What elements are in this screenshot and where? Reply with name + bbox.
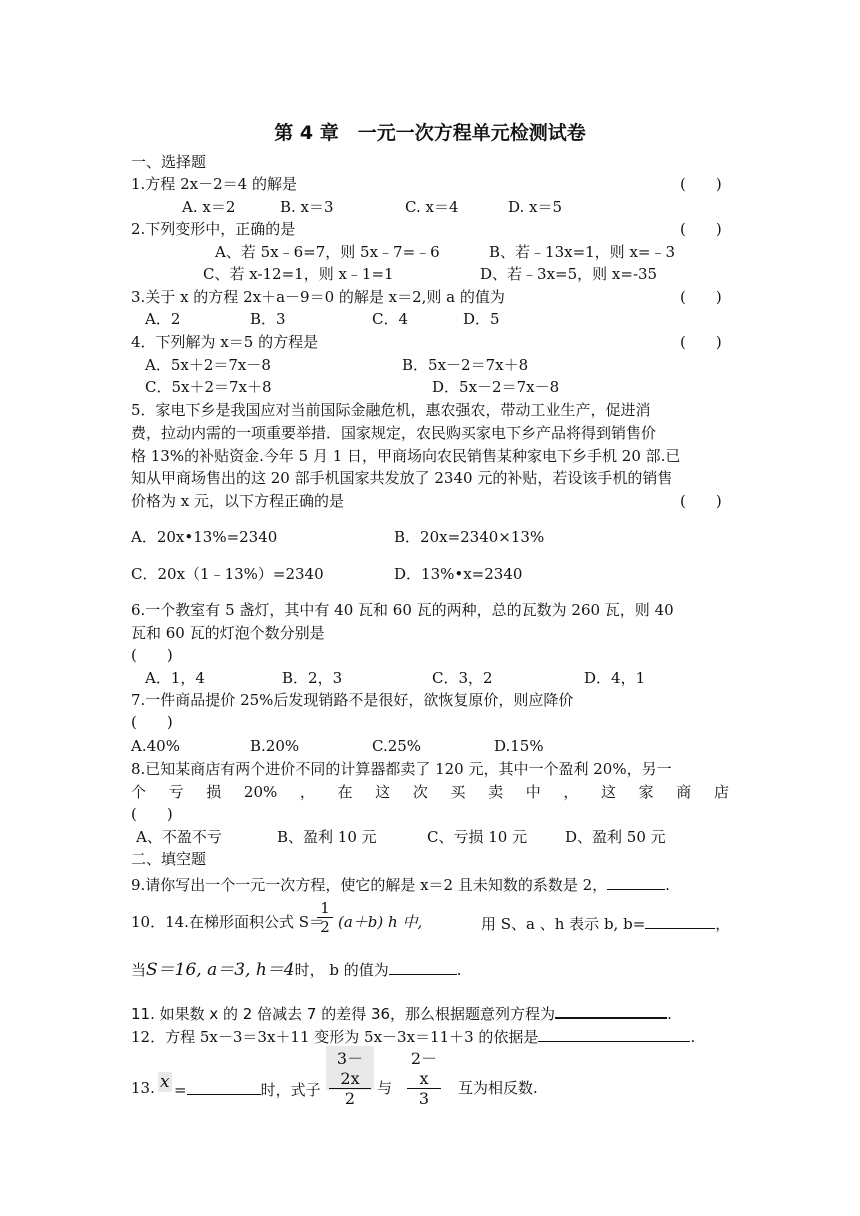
q7-option-c: C.25% [372,737,422,755]
question-1-stem: 1.方程 2x－2＝4 的解是 [131,175,297,193]
answer-paren-6[interactable]: ( ) [131,646,173,664]
q8-word: 家 [638,783,654,801]
question-6-line-1: 6.一个教室有 5 盏灯，其中有 40 瓦和 60 瓦的两种，总的瓦数为 260 瓦，则 40 [131,601,674,619]
q8-word: 店 [713,783,729,801]
q6-option-d: D．4，1 [584,669,646,687]
q8-word: 损 [206,783,222,801]
question-5-line-1: 5．家电下乡是我国应对当前国际金融危机，惠农强农，带动工业生产，促进消 [131,401,651,419]
question-13-prefix: 13. [131,1079,155,1097]
q2-option-c: C、若 x-12=1，则 x﹣1=1 [203,265,394,283]
answer-blank-11[interactable] [555,1001,667,1019]
section-heading-fill: 二、填空题 [131,850,207,868]
question-10-rest-text: 用 S、a 、h 表示 b, b= [481,915,646,933]
q8-word: 中 [525,783,541,801]
fraction-one-half [317,899,333,936]
q8-word: ， [563,783,579,801]
q8-word: 亏 [168,783,184,801]
question-10-line-2 [131,958,462,980]
question-5-line-4: 知从甲商场售出的这 20 部手机国家共发放了 2340 元的补贴，若设该手机的销售 [131,469,673,487]
q13-mid-text: 时，式子 [260,1081,321,1099]
question-12 [131,1025,695,1047]
question-4-stem: 4．下列解为 x＝5 的方程是 [131,333,319,351]
q10-line2-end: . [456,961,462,979]
q2-option-a: A、若 5x﹣6=7，则 5x﹣7=﹣6 [215,243,440,261]
q8-word: ， [299,783,315,801]
answer-paren-8[interactable]: ( ) [131,805,173,823]
answer-blank-10b[interactable] [389,958,457,975]
page-title: 第 4 章 一元一次方程单元检测试卷 [274,122,586,144]
fraction-1-numerator: 3－2x [329,1046,371,1089]
fraction-2-denominator: 3 [418,1089,430,1108]
question-8-line-1: 8.已知某商店有两个进价不同的计算器都卖了 120 元，其中一个盈利 20%，另一 [131,760,672,778]
answer-paren-1[interactable]: ( ) [680,175,722,193]
q8-option-d: D、盈利 50 元 [565,828,666,846]
q8-option-a: A、不盈不亏 [136,828,222,846]
question-5-line-3: 格 13%的补贴资金.今年 5 月 1 日，甲商场向农民销售某种家电下乡手机 20 部.已 [131,447,681,465]
q7-option-b: B.20% [250,737,300,755]
question-11 [131,1001,672,1024]
question-9 [131,873,670,895]
question-10-rest [481,912,730,934]
answer-paren-4[interactable]: ( ) [680,333,722,351]
q1-option-b: B. x＝3 [280,198,334,216]
q3-option-c: C．4 [372,310,409,328]
q7-option-a: A.40% [131,737,180,755]
answer-paren-3[interactable]: ( ) [680,288,722,306]
q8-word: 次 [412,783,428,801]
fraction-numerator: 1 [317,899,333,918]
q8-word: 20% [243,783,278,801]
q8-option-b: B、盈利 10 元 [277,828,377,846]
q4-option-b: B．5x－2＝7x＋8 [402,356,529,374]
q8-word: 卖 [488,783,504,801]
q2-option-d: D、若﹣3x=5，则 x=-35 [480,265,658,283]
q1-option-a: A. x＝2 [182,198,236,216]
q4-option-c: C．5x＋2＝7x＋8 [145,378,272,396]
question-9-end: . [665,876,670,894]
question-10-end: ， [715,915,731,933]
q6-option-b: B．2，3 [282,669,343,687]
q8-word: 商 [676,783,692,801]
q6-option-a: A．1，4 [145,669,205,687]
q13-equals: = [174,1081,187,1099]
q3-option-b: B．3 [250,310,286,328]
q8-word: 这 [601,783,617,801]
q5-option-c: C．20x（1﹣13%）=2340 [131,565,324,583]
question-7-stem: 7.一件商品提价 25%后发现销路不是很好，欲恢复原价，则应降价 [131,691,574,709]
fraction-expression-1 [326,1046,374,1108]
q4-option-a: A．5x＋2＝7x－8 [145,356,271,374]
answer-blank-10a[interactable] [645,912,715,929]
q13-and: 与 [377,1079,393,1097]
question-10-formula: (a＋b) h 中, [338,913,423,931]
q4-option-d: D．5x－2＝7x－8 [432,378,560,396]
question-3-stem: 3.关于 x 的方程 2x＋a－9＝0 的解是 x＝2,则 a 的值为 [131,288,505,306]
fraction-denominator: 2 [320,918,330,936]
question-8-line-2 [131,782,729,802]
q2-option-b: B、若﹣13x=1，则 x=﹣3 [489,243,676,261]
question-5-line-5: 价格为 x 元，以下方程正确的是 [131,492,344,510]
q1-option-c: C. x＝4 [405,198,459,216]
answer-blank-13[interactable] [187,1078,261,1095]
question-11-text: 11. 如果数 x 的 2 倍减去 7 的差得 36，那么根据题意列方程为 [131,1005,556,1023]
answer-blank-9[interactable] [607,873,665,890]
question-9-text: 9.请你写出一个一元一次方程，使它的解是 x＝2 且未知数的系数是 2， [131,876,608,894]
q10-line2-text: 时， b 的值为 [294,961,389,979]
question-12-end: . [690,1028,696,1046]
q8-word: 在 [337,783,353,801]
q13-end: 互为相反数. [458,1079,538,1097]
q8-word: 这 [375,783,391,801]
q3-option-a: A．2 [145,310,181,328]
q7-option-d: D.15% [494,737,544,755]
question-12-text: 12．方程 5x－3＝3x＋11 变形为 5x－3x＝11＋3 的依据是 [131,1028,539,1046]
q8-option-c: C、亏损 10 元 [427,828,528,846]
answer-blank-12[interactable] [538,1025,690,1042]
q3-option-d: D．5 [463,310,500,328]
question-13-eq [174,1078,321,1100]
q6-option-c: C．3，2 [432,669,493,687]
variable-x-image: x [160,1072,170,1092]
question-2-stem: 2.下列变形中，正确的是 [131,220,296,238]
section-heading-choice: 一、选择题 [131,153,207,171]
q8-word: 买 [450,783,466,801]
q5-option-a: A．20x•13%=2340 [131,528,278,546]
question-11-end: . [667,1005,672,1023]
question-10-prefix: 10．14.在梯形面积公式 S＝ [131,913,324,931]
question-6-line-2: 瓦和 60 瓦的灯泡个数分别是 [131,624,325,642]
fraction-1-denominator: 2 [344,1089,356,1108]
q8-word: 个 [131,783,147,801]
q5-option-b: B．20x=2340×13% [394,528,545,546]
fraction-expression-2 [404,1046,444,1108]
q1-option-d: D. x＝5 [508,198,563,216]
q10-line2-prefix: 当 [131,961,147,979]
fraction-2-numerator: 2－x [407,1046,441,1089]
q10-given-values: S＝16, a＝3, h＝4 [146,960,295,980]
answer-paren-2[interactable]: ( ) [680,220,722,238]
q5-option-d: D．13%•x=2340 [394,565,523,583]
answer-paren-7[interactable]: ( ) [131,713,173,731]
question-5-line-2: 费，拉动内需的一项重要举措．国家规定，农民购买家电下乡产品将得到销售价 [131,424,657,442]
answer-paren-5[interactable]: ( ) [680,492,722,510]
